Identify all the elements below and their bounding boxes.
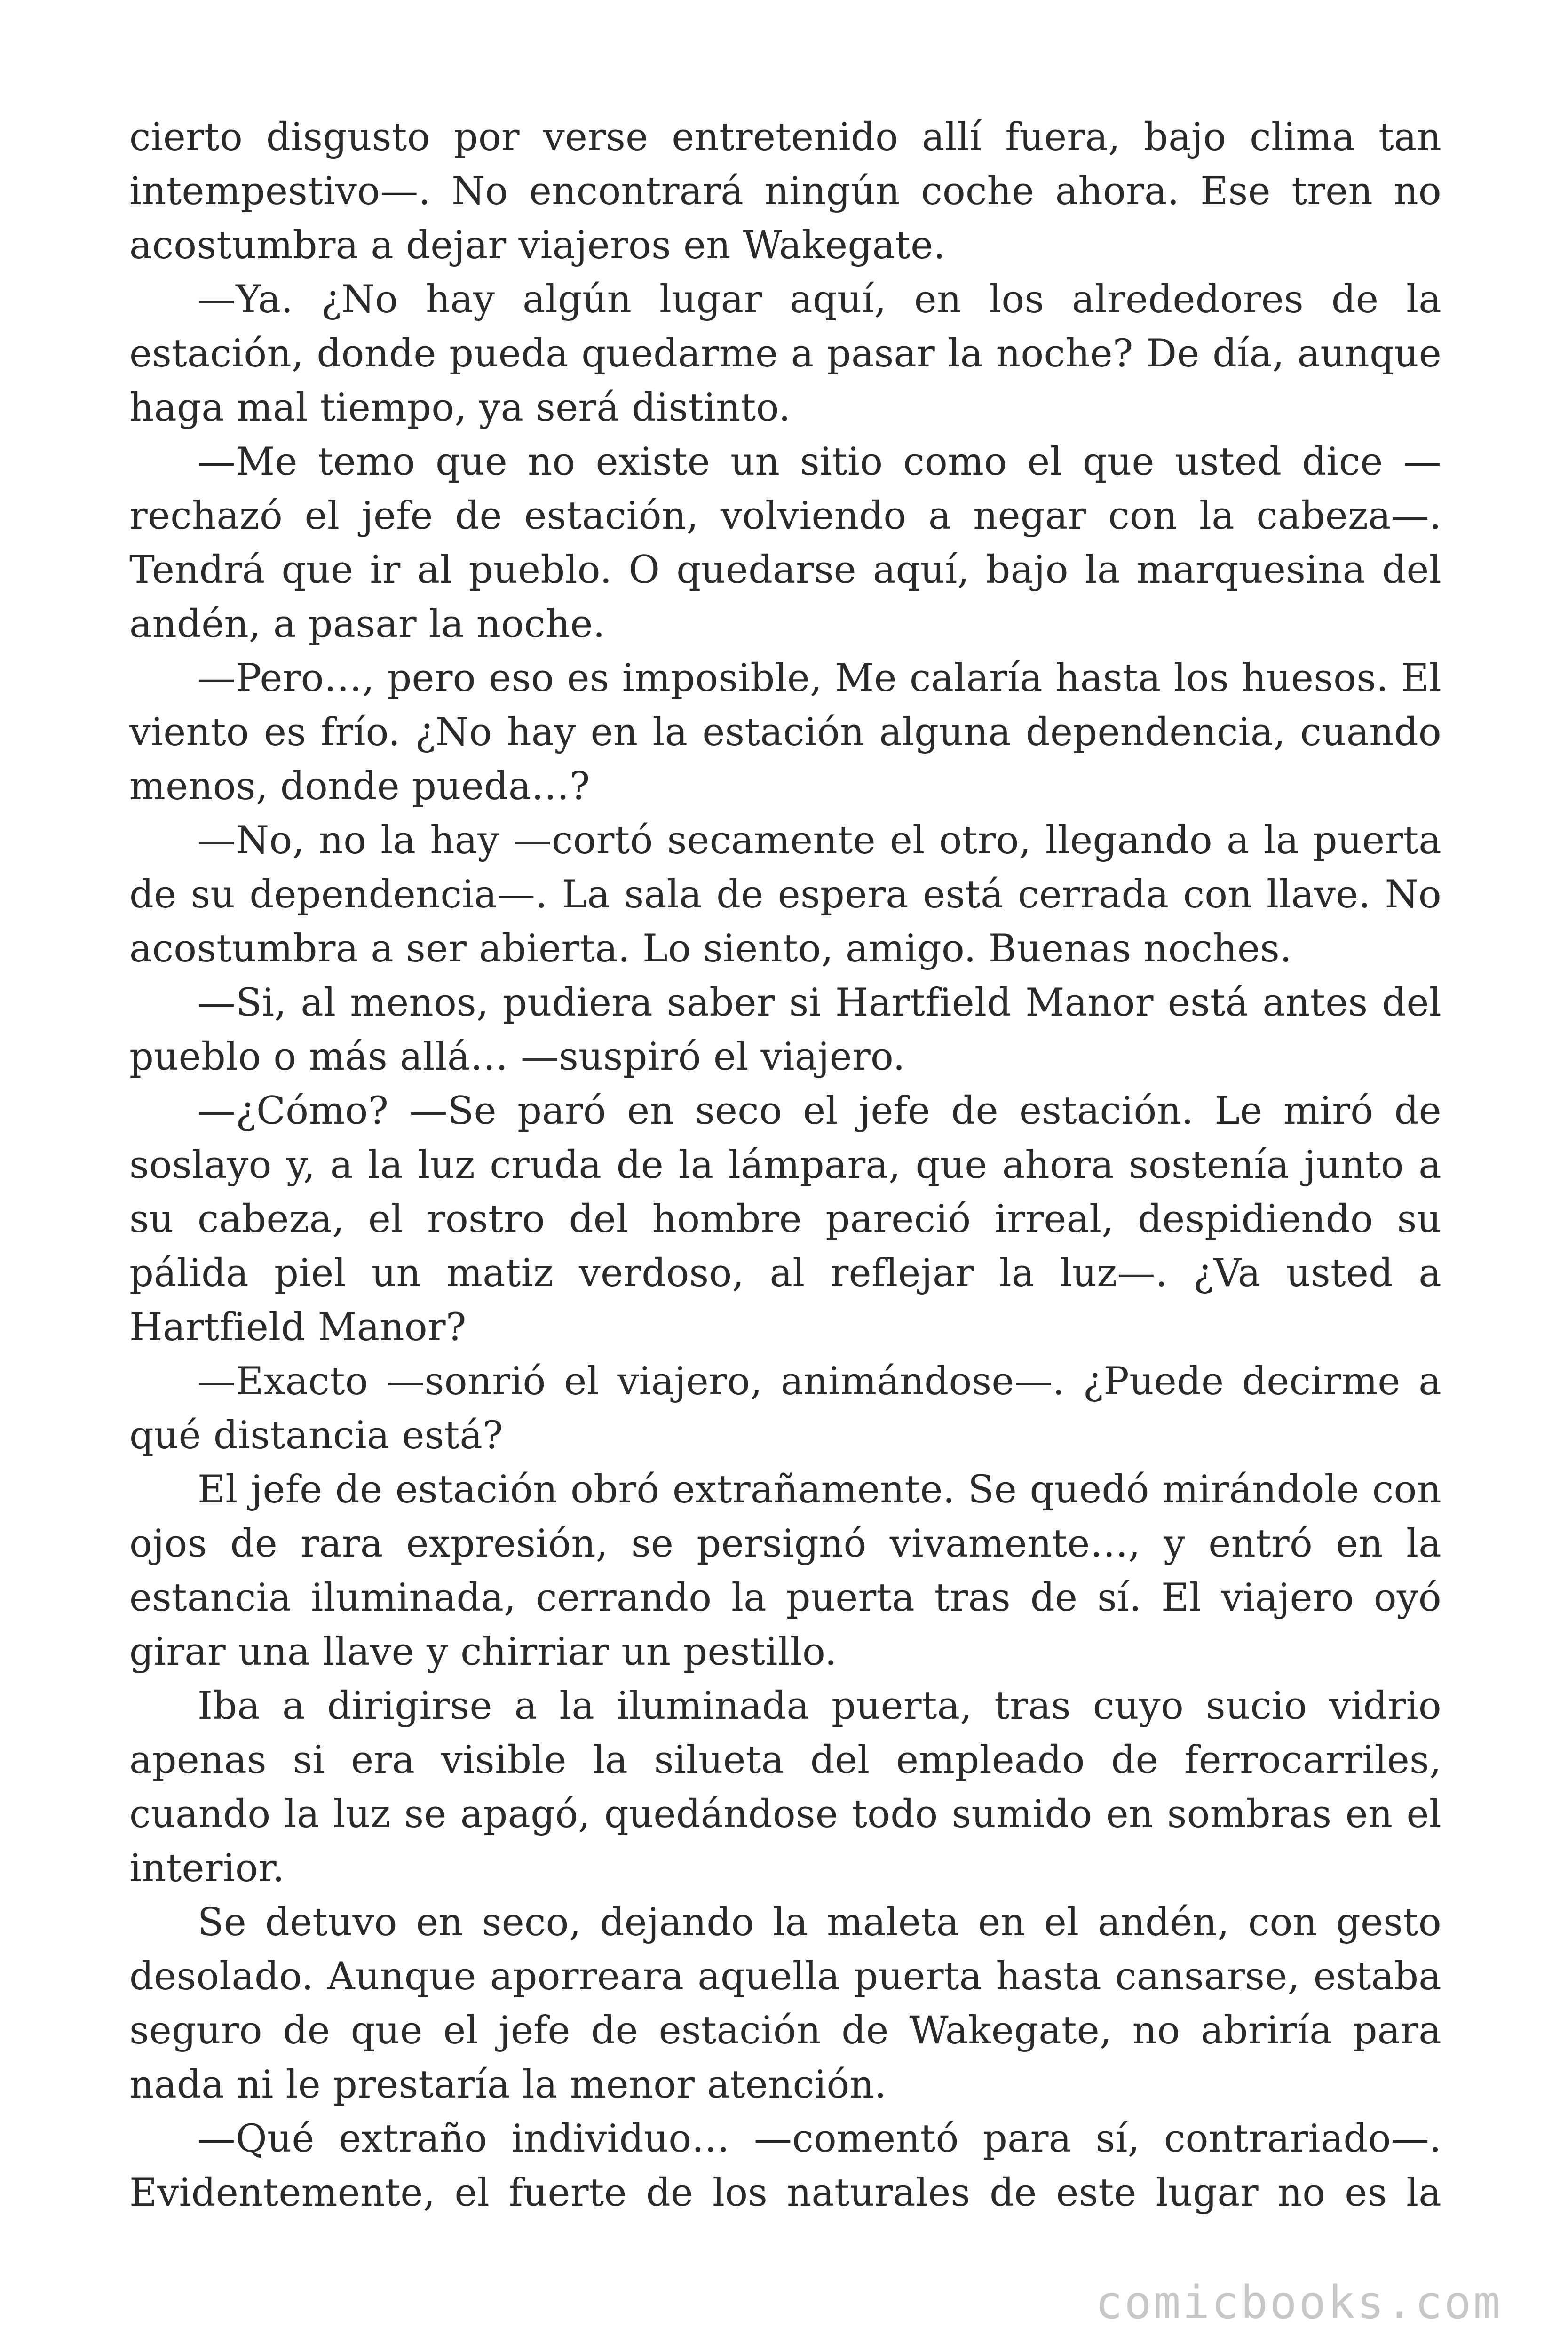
paragraph: —Qué extraño individuo… —comentó para sí, contrariado—. Evidentemente, el fuerte de los naturales de este lugar no es la	[129, 2117, 1441, 2215]
paragraph: —Si, al menos, pudiera saber si Hartfield Manor está antes del pueblo o más allá… —suspiró el viajero.	[129, 981, 1441, 1079]
paragraph: —Exacto —sonrió el viajero, animándose—. ¿Puede decirme a qué distancia está?	[129, 1359, 1441, 1458]
paragraph: —Pero…, pero eso es imposible, Me calaría hasta los huesos. El viento es frío. ¿No hay en la estación alguna dependencia, cuando menos, donde pueda…?	[129, 656, 1441, 809]
paragraph: —Ya. ¿No hay algún lugar aquí, en los alrededores de la estación, donde pueda quedarme a pasar la noche? De día, aunque haga mal tiempo, ya será distinto.	[129, 278, 1441, 430]
watermark: comicbooks.com	[1095, 2276, 1502, 2329]
paragraph: cierto disgusto por verse entretenido allí fuera, bajo clima tan intempestivo—. No encontrará ningún coche ahora. Ese tren no acostumbra a dejar viajeros en Wakegate.	[129, 115, 1441, 268]
paragraph: El jefe de estación obró extrañamente. Se quedó mirándole con ojos de rara expresión, se persignó vivamente…, y entró en la estancia iluminada, cerrando la puerta tras de sí. El viajero oyó girar una llave y chirriar un pestillo.	[129, 1468, 1441, 1674]
paragraph: Iba a dirigirse a la iluminada puerta, tras cuyo sucio vidrio apenas si era visible la silueta del empleado de ferrocarriles, cuando la luz se apagó, quedándose todo sumido en sombras en el interior.	[129, 1684, 1441, 1891]
paragraph: —No, no la hay —cortó secamente el otro, llegando a la puerta de su dependencia—. La sala de espera está cerrada con llave. No acostumbra a ser abierta. Lo siento, amigo. Buenas noches.	[129, 818, 1441, 971]
paragraph: —¿Cómo? —Se paró en seco el jefe de estación. Le miró de soslayo y, a la luz cruda de la lámpara, que ahora sostenía junto a su cabeza, el rostro del hombre pareció irreal, despidiendo su pálida piel un matiz verdoso, al reflejar la luz—. ¿Va usted a Hartfield Manor?	[129, 1089, 1441, 1350]
paragraph: —Me temo que no existe un sitio como el que usted dice —rechazó el jefe de estación, volviendo a negar con la cabeza—. Tendrá que ir al pueblo. O quedarse aquí, bajo la marquesina del andén, a pasar la noche.	[129, 440, 1441, 646]
book-page-text	[129, 111, 1441, 2220]
paragraph: Se detuvo en seco, dejando la maleta en el andén, con gesto desolado. Aunque aporreara aquella puerta hasta cansarse, estaba seguro de que el jefe de estación de Wakegate, no abriría para nada ni le prestaría la menor atención.	[129, 1900, 1441, 2107]
